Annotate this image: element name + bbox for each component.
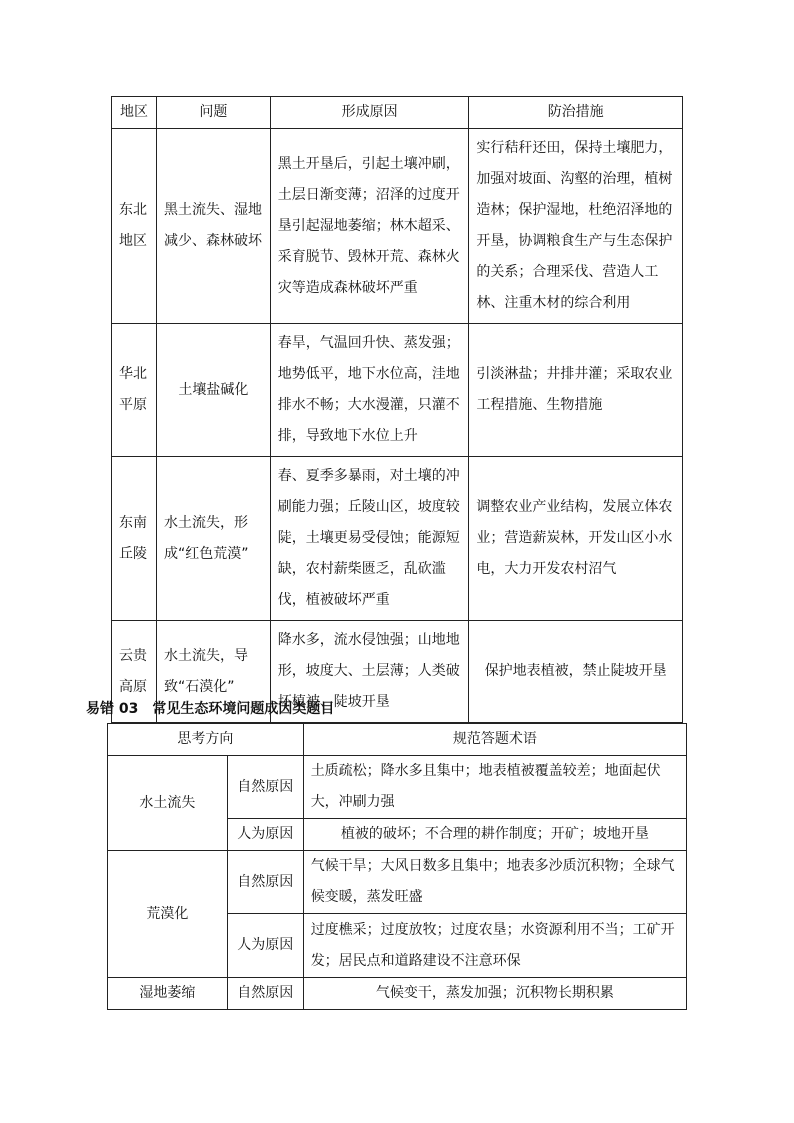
measures-cell: 实行秸秆还田，保持土壤肥力，加强对坡面、沟壑的治理，植树造林；保护湿地，杜绝沼泽地的开垦，协调粮食生产与生态保护的关系；合理采伐、营造人工林、注重木材的综合利用 [469,129,683,324]
cause-cell: 降水多，流水侵蚀强；山地地形，坡度大、土层薄；人类破坏植被、陡坡开垦 [270,621,469,723]
cause-type-cell: 自然原因 [227,756,303,819]
cause-type-cell: 自然原因 [227,851,303,914]
terms-cell: 植被的破坏；不合理的耕作制度；开矿；坡地开垦 [303,819,686,851]
terms-cell: 过度樵采；过度放牧；过度农垦；水资源利用不当；工矿开发；居民点和道路建设不注意环保 [303,914,686,978]
region-cell: 东北地区 [112,129,157,324]
header-region: 地区 [112,97,157,129]
cause-type-cell: 人为原因 [227,819,303,851]
cause-type-cell: 人为原因 [227,914,303,978]
cause-cell: 春旱，气温回升快、蒸发强；地势低平，地下水位高，洼地排水不畅；大水漫灌，只灌不排，导致地下水位上升 [270,324,469,457]
problem-cell: 水土流失，形成“红色荒漠” [156,457,270,621]
table-row [112,324,683,457]
table-row [108,978,687,1010]
group-cell: 水土流失 [108,756,228,851]
header-direction: 思考方向 [108,724,304,756]
header-measures: 防治措施 [469,97,683,129]
header-terms: 规范答题术语 [303,724,686,756]
region-cell: 东南丘陵 [112,457,157,621]
problem-cell: 土壤盐碱化 [156,324,270,457]
problem-cell: 黑土流失、湿地减少、森林破坏 [156,129,270,324]
terms-cell: 气候变干，蒸发加强；沉积物长期积累 [303,978,686,1010]
regional-problems-table [111,96,683,723]
cause-cell: 春、夏季多暴雨，对土壤的冲刷能力强；丘陵山区，坡度较陡，土壤更易受侵蚀；能源短缺，农村薪柴匮乏，乱砍滥伐，植被破坏严重 [270,457,469,621]
group-cell: 湿地萎缩 [108,978,228,1010]
cause-cell: 黑土开垦后，引起土壤冲刷，土层日渐变薄；沼泽的过度开垦引起湿地萎缩；林木超采、采育脱节、毁林开荒、森林火灾等造成森林破坏严重 [270,129,469,324]
section-heading: 易错 03 常见生态环境问题成因类题目 [86,701,335,717]
table-header-row [112,97,683,129]
header-cause: 形成原因 [270,97,469,129]
cause-terms-table [107,723,687,1010]
terms-cell: 气候干旱；大风日数多且集中；地表多沙质沉积物；全球气候变暖，蒸发旺盛 [303,851,686,914]
terms-cell: 土质疏松；降水多且集中；地表植被覆盖较差；地面起伏大，冲刷力强 [303,756,686,819]
problem-cell: 水土流失，导致“石漠化” [156,621,270,723]
measures-cell: 调整农业产业结构，发展立体农业；营造薪炭林，开发山区小水电，大力开发农村沼气 [469,457,683,621]
measures-cell: 保护地表植被，禁止陡坡开垦 [469,621,683,723]
region-cell: 华北平原 [112,324,157,457]
measures-cell: 引淡淋盐；井排井灌；采取农业工程措施、生物措施 [469,324,683,457]
table-header-row [108,724,687,756]
group-cell: 荒漠化 [108,851,228,978]
region-cell: 云贵高原 [112,621,157,723]
table-row [112,129,683,324]
table-row [108,756,687,819]
header-problem: 问题 [156,97,270,129]
cause-type-cell: 自然原因 [227,978,303,1010]
table-row [112,457,683,621]
table-row [108,851,687,914]
